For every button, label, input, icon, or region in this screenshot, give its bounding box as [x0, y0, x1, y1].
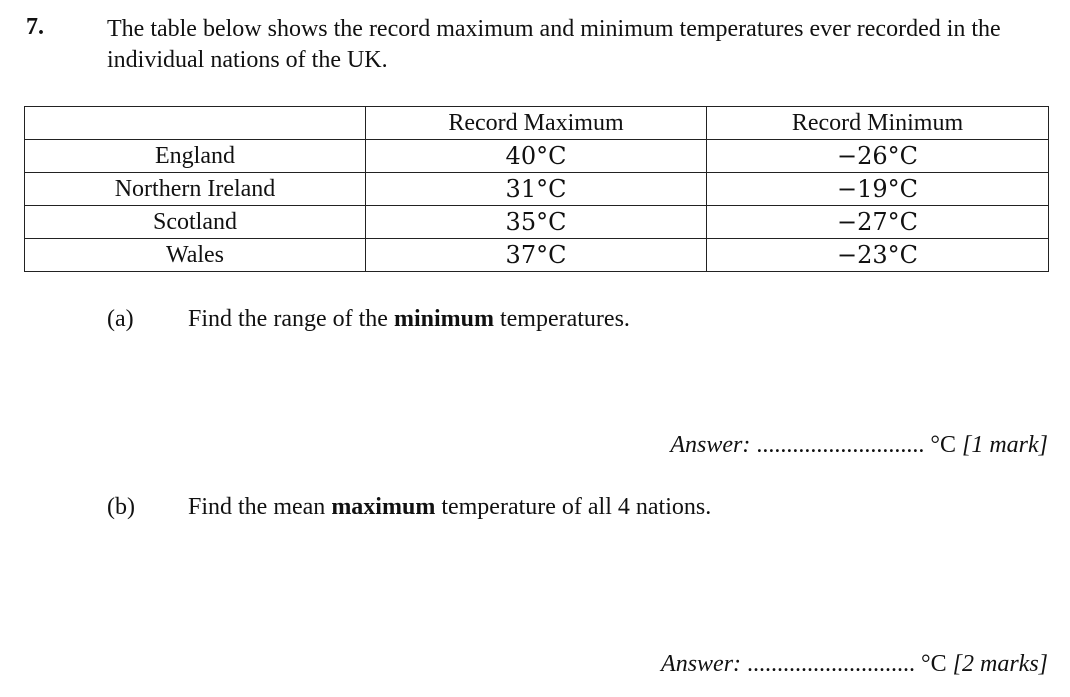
part-b-text-before: Find the mean [188, 494, 332, 520]
part-b-label: (b) [107, 494, 135, 520]
part-a-bold-word: minimum [393, 306, 494, 332]
max-cell: 40°C [366, 140, 707, 173]
max-cell: 37°C [366, 239, 707, 272]
min-cell: −23°C [707, 239, 1049, 272]
part-a-label: (a) [107, 306, 134, 332]
part-a-answer-label: Answer: [670, 432, 751, 458]
part-b-answer-unit: °C [921, 651, 947, 677]
part-b-text-after: temperature of all 4 nations. [435, 494, 712, 520]
part-a-answer-line [670, 432, 1048, 459]
header-cell-blank [25, 107, 366, 140]
part-b-marks: [2 marks] [952, 651, 1048, 677]
header-cell-max: Record Maximum [366, 107, 707, 140]
temperature-table [24, 106, 1049, 272]
header-cell-min: Record Minimum [707, 107, 1049, 140]
max-cell: 31°C [366, 173, 707, 206]
nation-cell: Northern Ireland [25, 173, 366, 206]
nation-cell: Wales [25, 239, 366, 272]
min-cell: −19°C [707, 173, 1049, 206]
min-cell: −27°C [707, 206, 1049, 239]
part-a-marks: [1 mark] [961, 432, 1048, 458]
part-b-bold-word: maximum [331, 494, 436, 520]
min-cell: −26°C [707, 140, 1049, 173]
part-b-answer-blank[interactable]: ............................ [747, 651, 916, 677]
part-b-answer-line [661, 651, 1048, 678]
part-a-text-before: Find the range of the [188, 306, 394, 332]
part-a-question [188, 306, 630, 333]
table-row [25, 140, 1049, 173]
max-cell: 35°C [366, 206, 707, 239]
part-b-question [188, 494, 711, 521]
question-number: 7. [26, 14, 44, 40]
nation-cell: Scotland [25, 206, 366, 239]
part-a-answer-unit: °C [930, 432, 956, 458]
table-header-row [25, 107, 1049, 140]
part-a-answer-blank[interactable]: ............................ [756, 432, 925, 458]
question-intro: The table below shows the record maximum and minimum temperatures ever recorded in the individual nations of the UK. [107, 16, 1001, 73]
table-row [25, 206, 1049, 239]
part-a-text-after: temperatures. [493, 306, 630, 332]
table-row [25, 173, 1049, 206]
part-b-answer-label: Answer: [661, 651, 742, 677]
table-row [25, 239, 1049, 272]
nation-cell: England [25, 140, 366, 173]
